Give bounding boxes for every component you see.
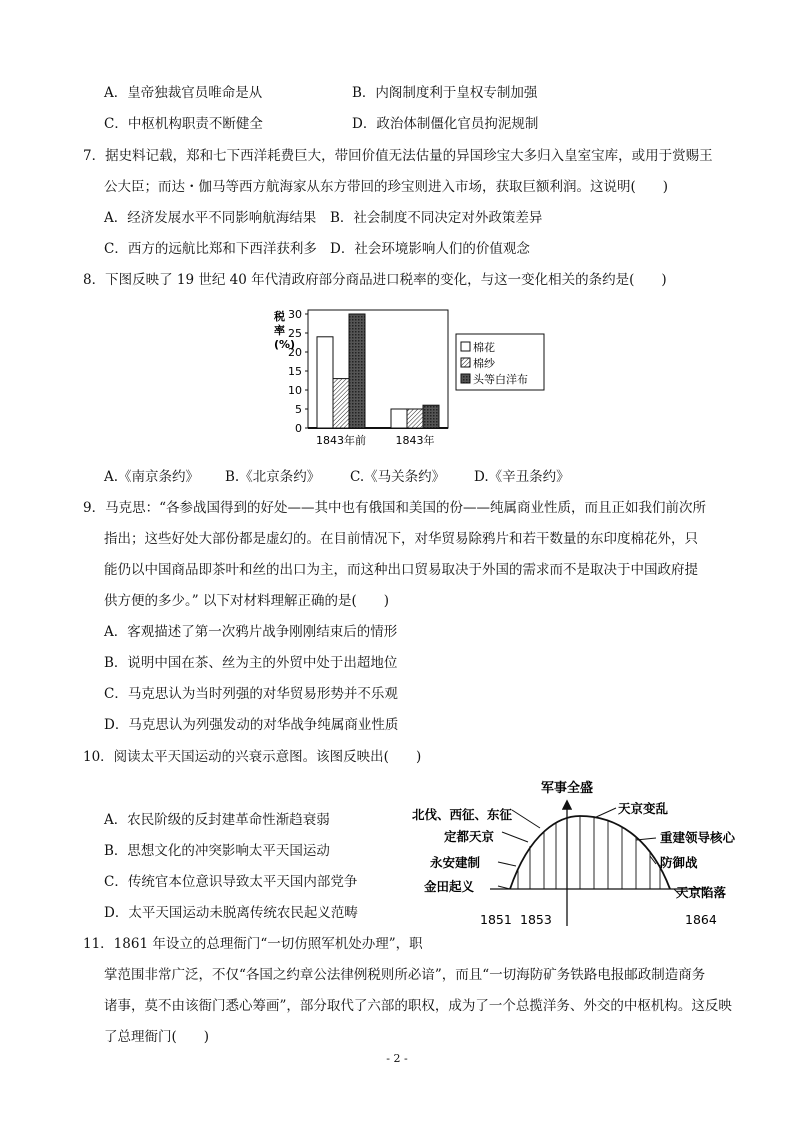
q7-option-a: A．经济发展水平不同影响航海结果: [104, 210, 317, 226]
q9-stem-line-4: 供方便的多少。” 以下对材料理解正确的是( ): [104, 593, 389, 609]
diagram-grid-lines: [518, 816, 660, 889]
chart-ytick-label: 0: [295, 422, 302, 435]
chart-ylabel-part: (%): [274, 338, 296, 351]
chart-legend-swatch: [461, 358, 470, 367]
q9-option-a: A．客观描述了第一次鸦片战争刚刚结束后的情形: [104, 624, 398, 640]
diagram-label-jintian: 金田起义: [424, 879, 475, 894]
q10-option-a: A．农民阶级的反封建革命性渐趋衰弱: [104, 812, 330, 828]
q7-stem-line-1: 7．据史料记载，郑和七下西洋耗费巨大，带回价值无法估量的异国珍宝大多归入皇室宝库，或用于赏赐王: [83, 148, 713, 164]
q9-stem-line-2: 指出；这些好处大部份都是虚幻的。在目前情况下，对华贸易除鸦片和若干数量的东印度棉花外，只: [104, 531, 698, 547]
q11-stem-line-1: 11．1861 年设立的总理衙门“一切仿照军机处办理”，职: [83, 936, 423, 952]
chart-ylabel-part: 率: [274, 324, 285, 337]
diagram-peak-label: 军事全盛: [540, 781, 594, 796]
chart-bar: [407, 409, 423, 428]
chart-ytick-label: 10: [288, 384, 302, 397]
chart-bar: [391, 409, 407, 428]
q8-option-c: C.《马关条约》: [350, 469, 446, 485]
page-number: - 2 -: [386, 1052, 408, 1065]
chart-ytick-label: 15: [288, 365, 302, 378]
diagram-label-rebuild-leadership: 重建领导核心: [660, 830, 736, 845]
chart-legend-label: 棉纱: [473, 357, 495, 370]
diagram-year-1864: 1864: [685, 912, 717, 927]
chart-legend-swatch: [461, 342, 470, 351]
q7-option-b: B．社会制度不同决定对外政策差异: [330, 210, 543, 226]
diagram-label-yongan: 永安建制: [430, 855, 481, 870]
chart-legend-label: 头等白洋布: [473, 373, 528, 386]
q10-option-b: B．思想文化的冲突影响太平天国运动: [104, 843, 330, 859]
q6-option-c: C．中枢机构职责不断健全: [104, 116, 263, 132]
q9-option-c: C．马克思认为当时列强的对华贸易形势并不乐观: [104, 686, 398, 702]
diagram-year-1851: 1851: [480, 912, 512, 927]
q11-stem-line-2: 掌范围非常广泛，不仅“各国之约章公法律例税则所必谙”，而且“一切海防矿务铁路电报邮政制造商务: [104, 967, 706, 983]
chart-legend-label: 棉花: [473, 341, 495, 354]
chart-ylabel-part: 税: [274, 310, 285, 323]
q7-option-d: D．社会环境影响人们的价值观念: [330, 241, 530, 257]
q8-option-d: D.《辛丑条约》: [474, 469, 570, 485]
q11-stem-line-4: 了总理衙门( ): [104, 1029, 210, 1045]
q8-option-a: A.《南京条约》: [104, 469, 200, 485]
chart-ytick-label: 25: [288, 327, 302, 340]
diagram-label-northern-expedition: 北伐、西征、东征: [412, 807, 513, 822]
chart-xtick-label: 1843年前: [316, 434, 366, 447]
diagram-curve: [510, 816, 670, 889]
chart-ytick-label: 5: [295, 403, 302, 416]
q8-option-b: B.《北京条约》: [225, 469, 321, 485]
q9-stem-line-3: 能仍以中国商品即茶叶和丝的出口为主，而这种出口贸易取决于外国的需求而不是取决于中国政府提: [104, 562, 698, 578]
chart-legend-swatch: [461, 374, 470, 383]
chart-xtick-label: 1843年: [395, 434, 435, 447]
diagram-label-tianjing-fall: 天京陷落: [676, 885, 727, 900]
q6-option-b: B．内阁制度利于皇权专制加强: [352, 85, 538, 101]
q6-option-a: A．皇帝独裁官员唯命是从: [104, 85, 263, 101]
chart-bar: [349, 314, 365, 428]
q6-option-d: D．政治体制僵化官员拘泥规制: [352, 116, 539, 132]
chart-bar: [317, 337, 333, 428]
q10-stem: 10．阅读太平天国运动的兴衰示意图。该图反映出( ): [83, 749, 422, 765]
chart-ytick-label: 20: [288, 346, 302, 359]
tax-rate-chart: [268, 304, 548, 456]
q7-stem-line-2: 公大臣；而达・伽马等西方航海家从东方带回的珍宝则进入市场，获取巨额利润。这说明( ): [104, 179, 669, 195]
q9-option-d: D．马克思认为列强发动的对华战争纯属商业性质: [104, 717, 399, 733]
q7-option-c: C．西方的远航比郑和下西洋获利多: [104, 241, 317, 257]
chart-bar: [423, 405, 439, 428]
diagram-label-capital-tianjing: 定都天京: [444, 829, 495, 844]
diagram-label-defense-war: 防御战: [660, 855, 698, 870]
q9-option-b: B．说明中国在茶、丝为主的外贸中处于出超地位: [104, 655, 398, 671]
chart-ytick-label: 30: [288, 308, 302, 321]
q10-option-d: D．太平天国运动未脱离传统农民起义范畴: [104, 905, 358, 921]
diagram-pointer-lines: [498, 808, 680, 895]
diagram-year-1853: 1853: [520, 912, 552, 927]
q10-option-c: C．传统官本位意识导致太平天国内部党争: [104, 874, 358, 890]
chart-bar: [333, 379, 349, 428]
q9-stem-line-1: 9．马克思：“各参战国得到的好处——其中也有俄国和美国的份——纯属商业性质，而且正如我们前次所: [83, 500, 706, 516]
q8-stem: 8．下图反映了 19 世纪 40 年代清政府部分商品进口税率的变化，与这一变化相关的条约是( ): [83, 272, 667, 288]
q11-stem-line-3: 诸事，莫不由该衙门悉心筹画”，部分取代了六部的职权，成为了一个总揽洋务、外交的中枢机构。这反映: [104, 998, 732, 1014]
diagram-label-tianjing-incident: 天京变乱: [618, 801, 669, 816]
taiping-rise-fall-diagram: [410, 776, 760, 932]
